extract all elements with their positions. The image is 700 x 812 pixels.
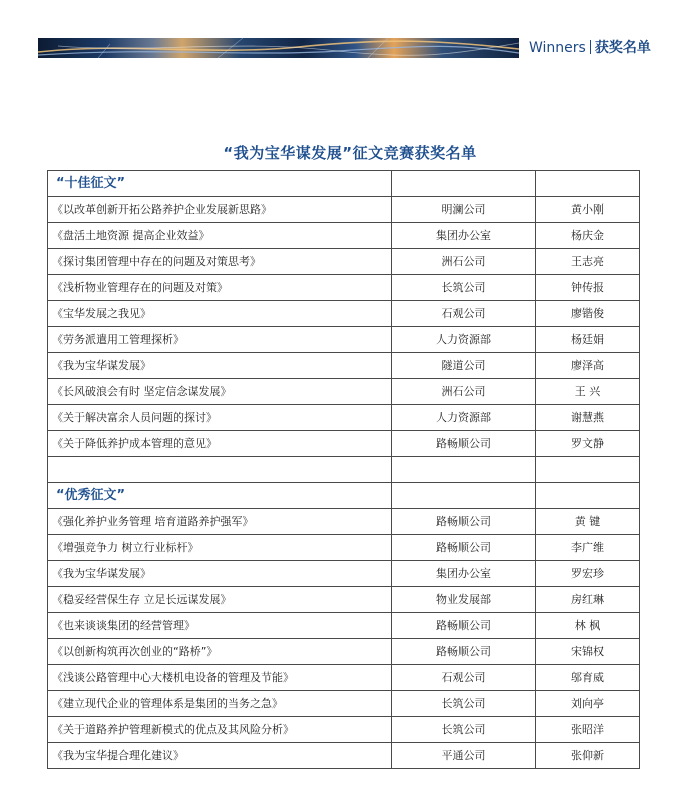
essay-title: 《我为宝华提合理化建议》 (48, 743, 392, 769)
author-unit: 长筑公司 (392, 691, 536, 717)
author-unit: 长筑公司 (392, 275, 536, 301)
author-name: 廖泽高 (536, 353, 640, 379)
author-unit: 隧道公司 (392, 353, 536, 379)
author-unit: 路畅顺公司 (392, 613, 536, 639)
author-name: 张仰新 (536, 743, 640, 769)
author-unit: 长筑公司 (392, 717, 536, 743)
header-banner-image (38, 38, 519, 58)
author-unit: 集团办公室 (392, 223, 536, 249)
essay-title: 《宝华发展之我见》 (48, 301, 392, 327)
table-row (48, 197, 640, 223)
essay-title: 《关于道路养护管理新模式的优点及其风险分析》 (48, 717, 392, 743)
essay-title: 《盘活土地资源 提高企业效益》 (48, 223, 392, 249)
author-unit: 洲石公司 (392, 249, 536, 275)
author-unit: 洲石公司 (392, 379, 536, 405)
label-divider (590, 40, 591, 54)
author-unit: 路畅顺公司 (392, 535, 536, 561)
table-row (48, 717, 640, 743)
author-name: 黄 键 (536, 509, 640, 535)
empty-cell (536, 457, 640, 483)
author-name: 罗文静 (536, 431, 640, 457)
essay-title: 《强化养护业务管理 培育道路养护强军》 (48, 509, 392, 535)
empty-cell (48, 457, 392, 483)
section-header-row (48, 483, 640, 509)
author-name: 王志亮 (536, 249, 640, 275)
table-row (48, 613, 640, 639)
author-unit: 人力资源部 (392, 327, 536, 353)
table-row (48, 353, 640, 379)
author-unit: 路畅顺公司 (392, 509, 536, 535)
essay-title: 《以改革创新开拓公路养护企业发展新思路》 (48, 197, 392, 223)
author-name: 房红琳 (536, 587, 640, 613)
document-title: “我为宝华谋发展”征文竞赛获奖名单 (223, 144, 477, 162)
essay-title: 《我为宝华谋发展》 (48, 561, 392, 587)
essay-title: 《我为宝华谋发展》 (48, 353, 392, 379)
author-unit: 集团办公室 (392, 561, 536, 587)
author-name: 林 枫 (536, 613, 640, 639)
table-row (48, 431, 640, 457)
empty-cell (392, 457, 536, 483)
table-row (48, 587, 640, 613)
essay-title: 《关于降低养护成本管理的意见》 (48, 431, 392, 457)
essay-title: 《长风破浪会有时 坚定信念谋发展》 (48, 379, 392, 405)
table-row (48, 509, 640, 535)
award-table (47, 170, 640, 769)
author-unit: 明澜公司 (392, 197, 536, 223)
table-row (48, 743, 640, 769)
author-name: 王 兴 (536, 379, 640, 405)
section-title: “优秀征文” (48, 483, 392, 509)
empty-cell (536, 171, 640, 197)
table-row (48, 327, 640, 353)
table-row (48, 249, 640, 275)
author-name: 谢慧燕 (536, 405, 640, 431)
author-name: 钟传报 (536, 275, 640, 301)
table-row (48, 379, 640, 405)
essay-title: 《增强竞争力 树立行业标杆》 (48, 535, 392, 561)
author-unit: 路畅顺公司 (392, 431, 536, 457)
essay-title: 《稳妥经营保生存 立足长远谋发展》 (48, 587, 392, 613)
author-unit: 平通公司 (392, 743, 536, 769)
author-name: 宋锦权 (536, 639, 640, 665)
author-name: 李广维 (536, 535, 640, 561)
table-row (48, 691, 640, 717)
author-name: 张昭洋 (536, 717, 640, 743)
empty-cell (392, 483, 536, 509)
essay-title: 《建立现代企业的管理体系是集团的当务之急》 (48, 691, 392, 717)
section-title: “十佳征文” (48, 171, 392, 197)
section-label-en: Winners (529, 40, 586, 56)
essay-title: 《探讨集团管理中存在的问题及对策思考》 (48, 249, 392, 275)
essay-title: 《浅析物业管理存在的问题及对策》 (48, 275, 392, 301)
essay-title: 《劳务派遣用工管理探析》 (48, 327, 392, 353)
author-name: 邬育威 (536, 665, 640, 691)
author-unit: 石观公司 (392, 301, 536, 327)
author-unit: 物业发展部 (392, 587, 536, 613)
essay-title: 《以创新构筑再次创业的“路桥”》 (48, 639, 392, 665)
author-name: 廖锴俊 (536, 301, 640, 327)
table-row (48, 639, 640, 665)
table-row (48, 223, 640, 249)
author-name: 刘向亭 (536, 691, 640, 717)
essay-title: 《也来谈谈集团的经营管理》 (48, 613, 392, 639)
essay-title: 《浅谈公路管理中心大楼机电设备的管理及节能》 (48, 665, 392, 691)
section-header-row (48, 171, 640, 197)
author-unit: 石观公司 (392, 665, 536, 691)
table-row (48, 405, 640, 431)
author-name: 杨庆金 (536, 223, 640, 249)
empty-cell (392, 171, 536, 197)
empty-cell (536, 483, 640, 509)
author-unit: 路畅顺公司 (392, 639, 536, 665)
highway-overpass-graphic (38, 38, 519, 58)
table-row (48, 535, 640, 561)
table-row (48, 275, 640, 301)
section-label (529, 38, 651, 58)
essay-title: 《关于解决富余人员问题的探讨》 (48, 405, 392, 431)
author-name: 杨廷娟 (536, 327, 640, 353)
table-row (48, 665, 640, 691)
author-name: 黄小刚 (536, 197, 640, 223)
spacer-row (48, 457, 640, 483)
table-row (48, 561, 640, 587)
author-name: 罗宏珍 (536, 561, 640, 587)
section-label-cn: 获奖名单 (594, 40, 651, 56)
author-unit: 人力资源部 (392, 405, 536, 431)
table-row (48, 301, 640, 327)
